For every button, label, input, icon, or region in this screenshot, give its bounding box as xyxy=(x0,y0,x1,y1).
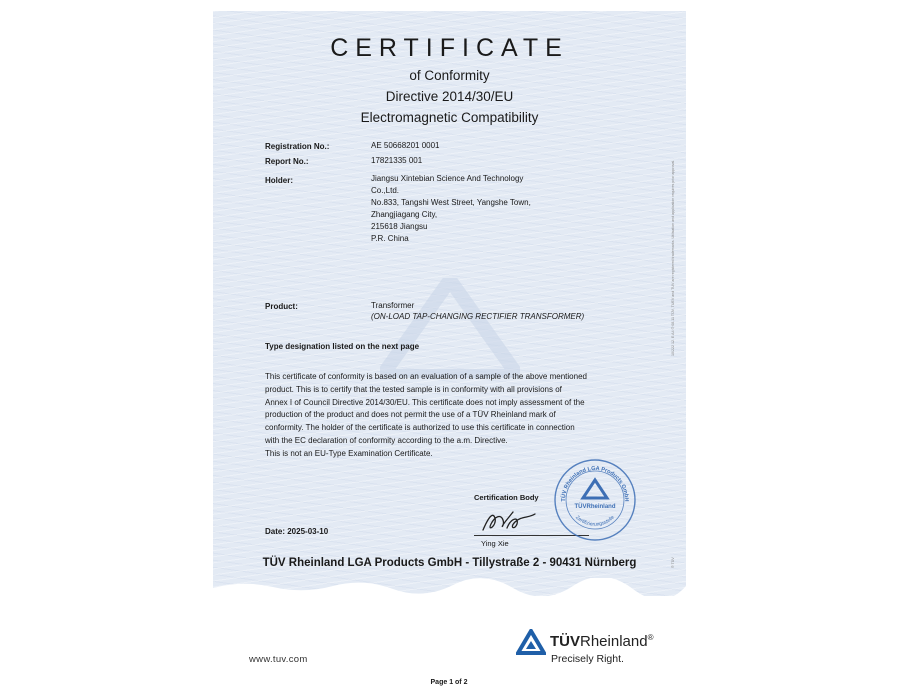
holder-line: No.833, Tangshi West Street, Yangshe Town, xyxy=(371,198,531,207)
website-link[interactable]: www.tuv.com xyxy=(249,654,308,665)
signer-name: Ying Xie xyxy=(481,539,509,548)
report-label: Report No.: xyxy=(265,157,309,166)
product-detail: (ON-LOAD TAP-CHANGING RECTIFIER TRANSFORMER) xyxy=(371,312,585,321)
holder-line: 215618 Jiangsu xyxy=(371,222,428,231)
certificate-subtitle-conformity: of Conformity xyxy=(409,68,490,83)
holder-line: P.R. China xyxy=(371,234,409,243)
triangle-watermark xyxy=(380,278,520,378)
torn-edge xyxy=(213,578,686,596)
holder-address xyxy=(371,173,531,245)
statement-line: with the EC declaration of conformity according to the a.m. Directive. xyxy=(265,435,508,445)
holder-label: Holder: xyxy=(265,176,293,185)
statement-line: production of the product and does not permit the use of a TÜV Rheinland mark of xyxy=(265,410,556,420)
holder-line: Co.,Ltd. xyxy=(371,186,400,195)
trademark-note-short: ® TÜV xyxy=(671,557,675,568)
registration-value: AE 50668201 0001 xyxy=(371,141,440,150)
handwritten-signature xyxy=(479,508,539,534)
certification-body-label: Certification Body xyxy=(474,493,539,502)
statement-line: This is not an EU-Type Examination Certificate. xyxy=(265,448,433,458)
tuv-triangle-logo-icon xyxy=(516,629,546,655)
brand-name-bold: TÜV xyxy=(550,633,580,650)
product-value: Transformer xyxy=(371,301,415,310)
brand-name-rest: Rheinland xyxy=(580,633,648,650)
svg-text:Zertifizierungsstelle xyxy=(574,514,616,527)
statement-line: This certificate of conformity is based on an evaluation of a sample of the above mentioned xyxy=(265,372,587,381)
certificate-scope: Electromagnetic Compatibility xyxy=(360,110,539,125)
trademark-note: 10/222 12. E A4 ® 08.11 TÜV, TUEV and TUV are registered trademarks. Utilisation and application requires prior approval. xyxy=(671,159,675,356)
registration-label: Registration No.: xyxy=(265,142,330,151)
type-designation-note: Type designation listed on the next page xyxy=(265,342,420,351)
holder-line: Jiangsu Xintebian Science And Technology xyxy=(371,174,524,183)
certification-seal xyxy=(553,458,637,542)
seal-inner-text: TÜVRheinland xyxy=(574,504,616,510)
certificate-directive: Directive 2014/30/EU xyxy=(385,89,514,104)
certificate-title: CERTIFICATE xyxy=(330,34,569,62)
conformity-statement xyxy=(265,371,632,461)
product-label: Product: xyxy=(265,302,298,311)
seal-bottom-text: Zertifizierungsstelle xyxy=(574,514,616,528)
statement-line: Annex I of Council Directive 2014/30/EU. This certificate does not imply assessment of the xyxy=(265,397,585,407)
svg-text:TÜV Rheinland LGA Products Gmb xyxy=(560,466,629,502)
issuer-address: TÜV Rheinland LGA Products GmbH - Tillystraße 2 - 90431 Nürnberg xyxy=(262,557,637,569)
report-value: 17821335 001 xyxy=(371,156,423,165)
brand-slogan: Precisely Right. xyxy=(551,653,624,665)
holder-line: Zhangjiagang City, xyxy=(371,210,438,219)
page-number: Page 1 of 2 xyxy=(430,679,468,686)
registered-mark: ® xyxy=(647,633,654,642)
statement-line: conformity. The holder of the certificate is authorized to use this certificate in connection xyxy=(265,423,575,433)
brand-name xyxy=(550,633,653,650)
statement-line: product. This is to certify that the tested sample is in conformity with all provisions of xyxy=(265,384,562,394)
seal-outer-text: TÜV Rheinland LGA Products GmbH xyxy=(560,465,630,502)
issue-date: Date: 2025-03-10 xyxy=(265,527,329,536)
